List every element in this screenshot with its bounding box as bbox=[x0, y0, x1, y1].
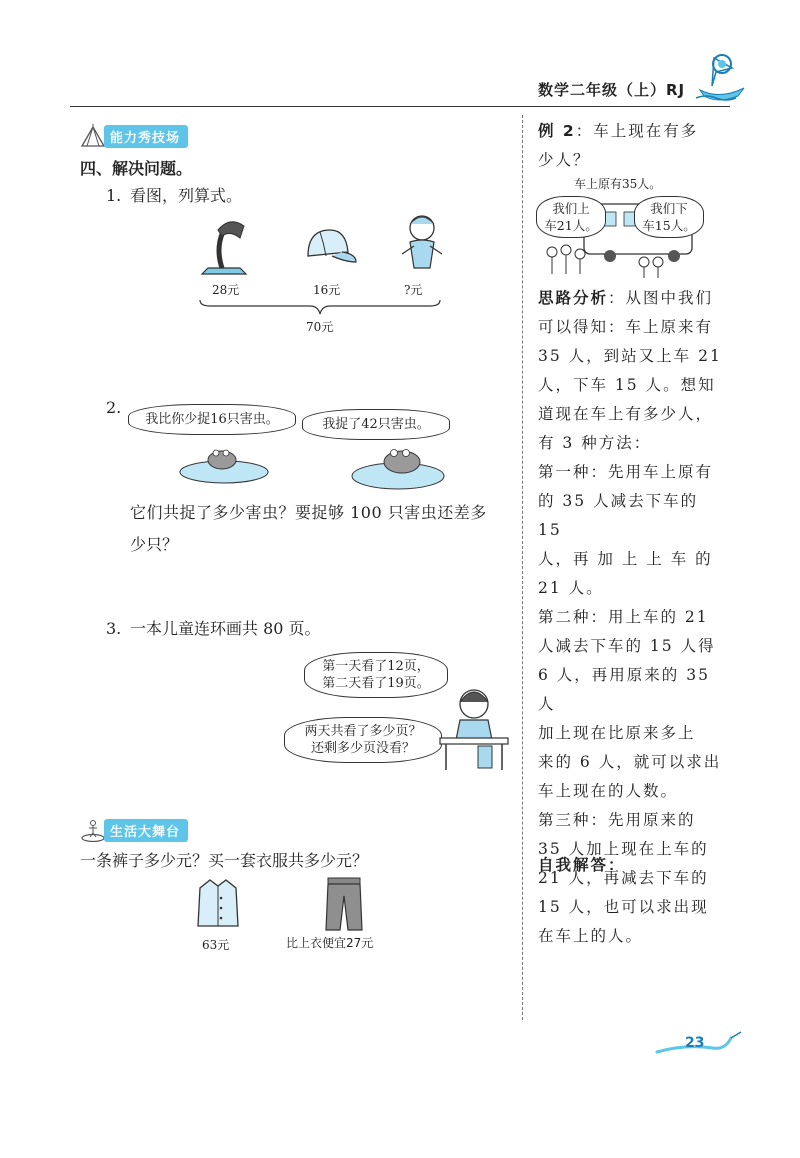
bubble-alighting: 我们下 车15人。 bbox=[634, 196, 704, 238]
problem-3-prompt: 一本儿童连环画共 80 页。 bbox=[130, 619, 321, 638]
girl-reading-icon bbox=[436, 684, 512, 772]
problem-3-number: 3. bbox=[106, 619, 122, 638]
problem-1-number: 1. bbox=[106, 186, 122, 205]
problem-2-question-line2: 少只？ bbox=[130, 535, 179, 554]
self-answer-label: 自我解答： bbox=[538, 856, 626, 874]
grade-title: 数学二年级（上）RJ bbox=[538, 81, 686, 99]
life-question: 一条裤子多少元？买一套衣服共多少元？ bbox=[80, 851, 369, 870]
doll-icon bbox=[400, 212, 444, 274]
problem-2-question-line1: 它们共捉了多少害虫？要捉够 100 只害虫还差多 bbox=[130, 503, 487, 522]
analysis-label: 思路分析 bbox=[538, 289, 609, 307]
frog-large-icon bbox=[350, 444, 446, 492]
bubble-left: 我比你少捉16只害虫。 bbox=[128, 404, 296, 435]
coat-icon bbox=[196, 878, 240, 930]
circus-tent-icon bbox=[80, 124, 106, 148]
ship-logo-icon bbox=[692, 50, 748, 102]
doll-price: ?元 bbox=[404, 283, 423, 297]
section-title: 四、解决问题。 bbox=[80, 159, 193, 178]
life-banner bbox=[80, 818, 188, 842]
pants-icon bbox=[322, 876, 366, 932]
analysis-block: 思路分析：从图中我们 可以得知：车上原来有 35 人，到站又上车 21 人，下车 15 人。想知 道现在车上有多少人， 有 3 种方法： 第一种：先用车上原有 的 35 人减去下车的 15 人，再 加 上 上 车 的 21 人。 第二种：用上车的 21 人减去下车的 15 人得 6 人，再用原来的 35 人 加上现在比原来多上 来的 6 人，就可以求出 车上现在的人数。 第三种：先用原来的 35 人加上现在上车的 21 人，再减去下车的 15 人，也可以求出现 在车上的人。 bbox=[538, 289, 722, 945]
page-number: 23 bbox=[685, 1035, 705, 1051]
total-brace bbox=[198, 298, 442, 316]
coat-price: 63元 bbox=[202, 938, 230, 952]
stage-dancer-icon bbox=[80, 818, 106, 842]
column-divider bbox=[522, 115, 523, 1020]
example-label: 例 2 bbox=[538, 122, 576, 140]
problem-2-number: 2. bbox=[106, 398, 122, 417]
problem-1-prompt: 看图，列算式。 bbox=[130, 186, 243, 205]
skill-banner-label: 能力秀技场 bbox=[104, 125, 188, 148]
lamp-price: 28元 bbox=[212, 283, 240, 297]
frog-small-icon bbox=[178, 444, 270, 484]
life-banner-label: 生活大舞台 bbox=[104, 819, 188, 842]
skill-banner bbox=[80, 124, 188, 148]
header-rule bbox=[70, 106, 730, 107]
pants-price-label: 比上衣便宜27元 bbox=[286, 936, 374, 950]
cap-price: 16元 bbox=[313, 283, 341, 297]
bubble-right: 我捉了42只害虫。 bbox=[302, 409, 450, 440]
cap-icon bbox=[302, 226, 358, 266]
desk-lamp-icon bbox=[200, 214, 260, 276]
bus-caption: 车上原有35人。 bbox=[574, 177, 662, 191]
bubble-reading-question: 两天共看了多少页？ 还剩多少页没看？ bbox=[284, 717, 442, 763]
total-price: 70元 bbox=[306, 320, 334, 334]
bubble-boarding: 我们上 车21人。 bbox=[536, 196, 606, 238]
bubble-reading-days: 第一天看了12页， 第二天看了19页。 bbox=[304, 652, 448, 698]
example-text: 例 2：车上现在有多 少人？ bbox=[538, 122, 699, 169]
